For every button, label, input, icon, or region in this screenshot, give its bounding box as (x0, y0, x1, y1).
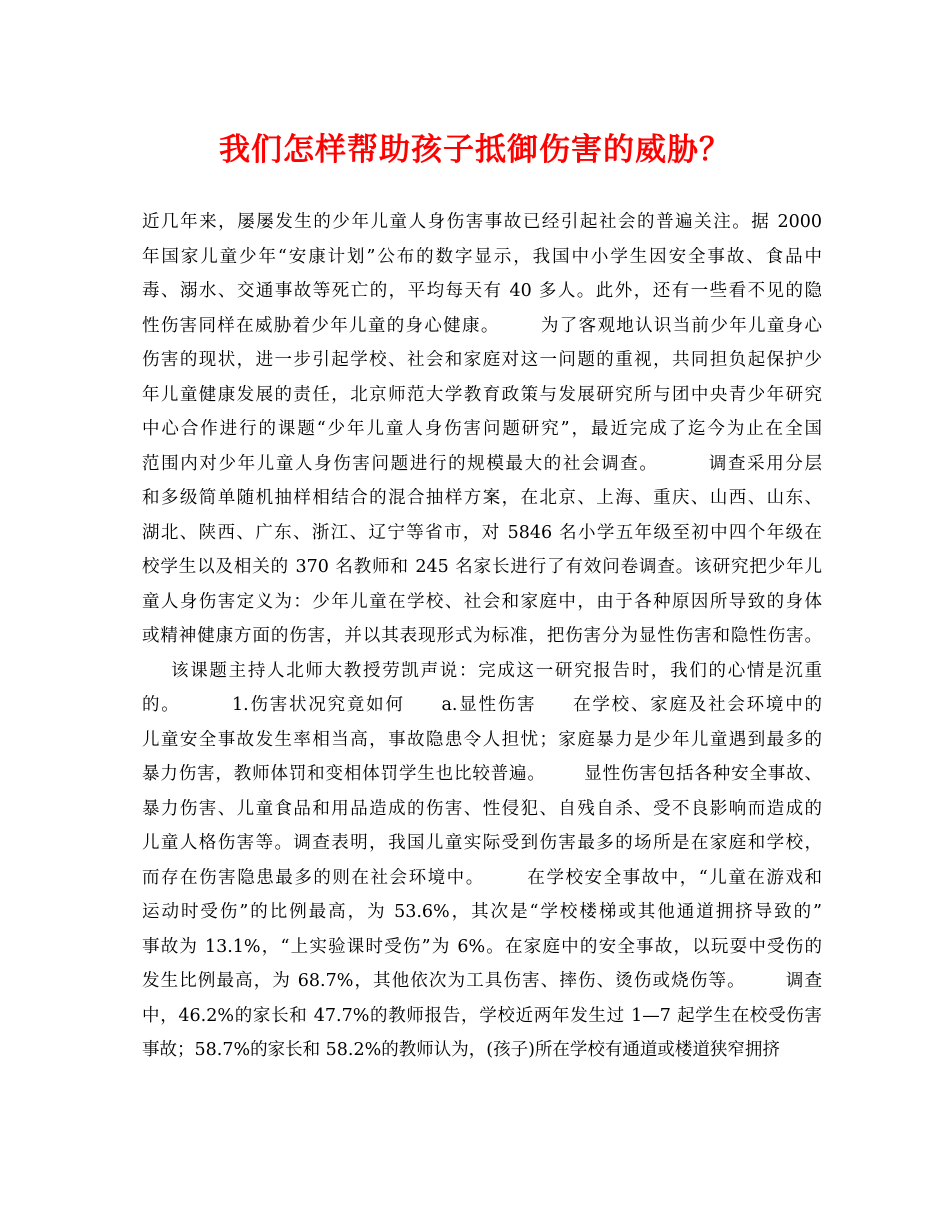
body-line: 的。 1.伤害状况究竟如何 a.显性伤害 在学校、家庭及社会环境中的 (142, 695, 822, 715)
body-line: 暴力伤害，教师体罚和变相体罚学生也比较普遍。 显性伤害包括各种安全事故、 (142, 764, 822, 784)
document-title: 我们怎样帮助孩子抵御伤害的威胁？ (219, 132, 731, 168)
body-line: 运动时受伤”的比例最高，为 53.6%，其次是“学校楼梯或其他通道拥挤导致的” (142, 902, 822, 922)
body-line: 年儿童健康发展的责任，北京师范大学教育政策与发展研究所与团中央青少年研究 (142, 384, 822, 405)
body-line: 而存在伤害隐患最多的则在社会环境中。 在学校安全事故中，“儿童在游戏和 (142, 867, 822, 888)
body-line: 暴力伤害、儿童食品和用品造成的伤害、性侵犯、自残自杀、受不良影响而造成的 (142, 798, 822, 819)
body-line: 近几年来，屡屡发生的少年儿童人身伤害事故已经引起社会的普遍关注。据 2000 (142, 212, 822, 232)
body-line: 中心合作进行的课题“少年儿童人身伤害问题研究”，最近完成了迄今为止在全国 (142, 419, 822, 439)
body-line: 中，46.2%的家长和 47.7%的教师报告，学校近两年发生过 1—7 起学生在校受伤害 (142, 1005, 822, 1026)
body-line: 校学生以及相关的 370 名教师和 245 名家长进行了有效问卷调查。该研究把少年儿 (142, 557, 822, 577)
body-line: 发生比例最高，为 68.7%，其他依次为工具伤害、摔伤、烫伤或烧伤等。 调查 (142, 971, 822, 991)
body-line: 湖北、陕西、广东、浙江、辽宁等省市，对 5846 名小学五年级至初中四个年级在 (142, 522, 822, 543)
body-line: 性伤害同样在威胁着少年儿童的身心健康。 为了客观地认识当前少年儿童身心 (142, 315, 822, 336)
body-line: 和多级简单随机抽样相结合的混合抽样方案，在北京、上海、重庆、山西、山东、 (142, 488, 822, 508)
body-line: 范围内对少年儿童人身伤害问题进行的规模最大的社会调查。 调查采用分层 (142, 453, 822, 474)
body-line: 或精神健康方面的伤害，并以其表现形式为标准，把伤害分为显性伤害和隐性伤害。 (142, 626, 822, 646)
body-line: 儿童人格伤害等。调查表明，我国儿童实际受到伤害最多的场所是在家庭和学校， (142, 833, 822, 853)
body-line: 毒、溺水、交通事故等死亡的，平均每天有 40 多人。此外，还有一些看不见的隐 (142, 281, 822, 301)
body-line: 童人身伤害定义为：少年儿童在学校、社会和家庭中，由于各种原因所导致的身体 (142, 591, 822, 612)
body-line: 事故；58.7%的家长和 58.2%的教师认为，(孩子)所在学校有通道或楼道狭窄拥挤 (142, 1040, 780, 1060)
body-line: 年国家儿童少年“安康计划”公布的数字显示，我国中小学生因安全事故、食品中 (142, 246, 822, 267)
body-line: 事故为 13.1%，“上实验课时受伤”为 6%。在家庭中的安全事故，以玩耍中受伤的 (142, 936, 822, 957)
body-line: 伤害的现状，进一步引起学校、社会和家庭对这一问题的重视，共同担负起保护少 (142, 350, 822, 370)
body-line: 儿童安全事故发生率相当高，事故隐患令人担忧；家庭暴力是少年儿童遇到最多的 (142, 729, 822, 750)
body-line: 该课题主持人北师大教授劳凯声说：完成这一研究报告时，我们的心情是沉重 (142, 660, 822, 681)
document-body (142, 205, 822, 1068)
